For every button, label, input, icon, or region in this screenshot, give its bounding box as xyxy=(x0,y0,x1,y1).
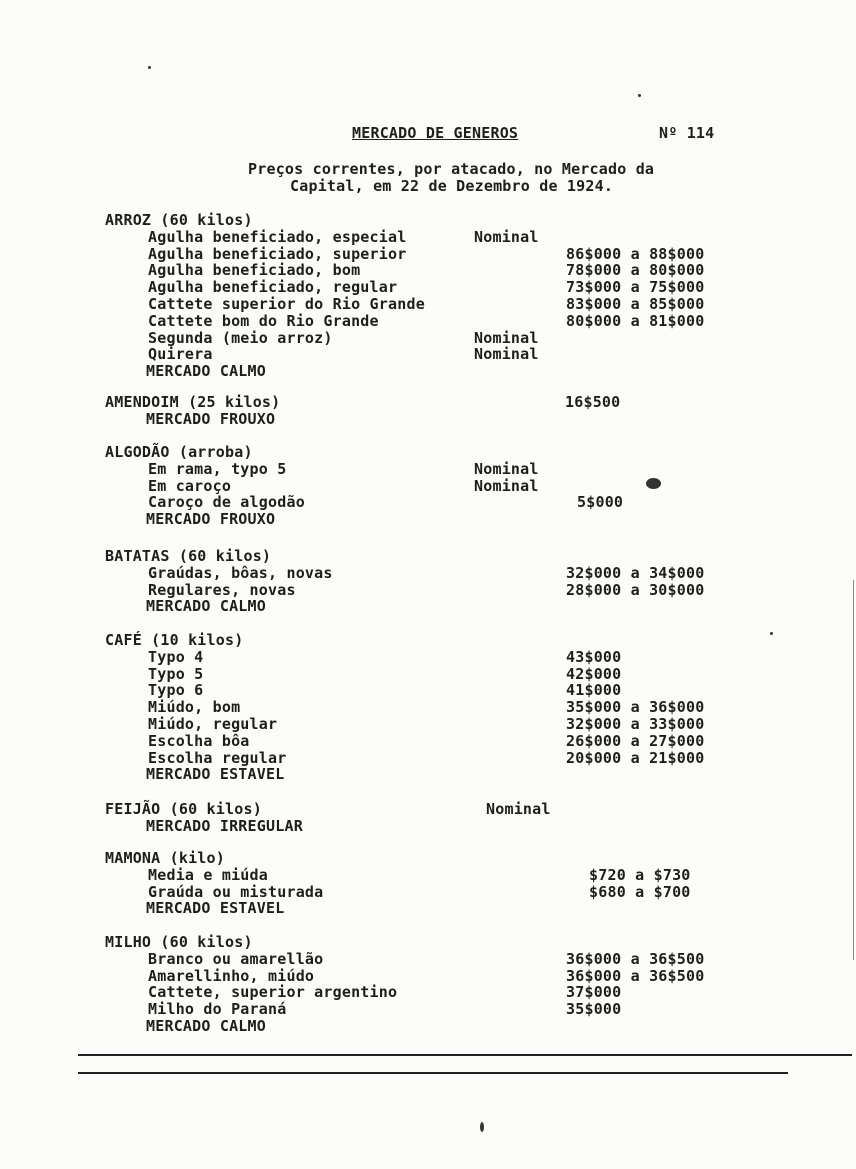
item-status: Nominal xyxy=(474,477,539,495)
item-price: 26$000 a 27$000 xyxy=(566,732,705,750)
speck xyxy=(480,1122,484,1132)
section-heading: BATATAS (60 kilos) xyxy=(105,547,272,565)
item-label: Cattete bom do Rio Grande xyxy=(148,312,379,330)
intro-line-1: Preços correntes, por atacado, no Mercado da xyxy=(248,160,655,178)
item-price: 83$000 a 85$000 xyxy=(566,295,705,313)
item-price: 41$000 xyxy=(566,681,622,699)
item-label: Miúdo, bom xyxy=(148,698,241,716)
intro-line-2: Capital, em 22 de Dezembro de 1924. xyxy=(290,177,614,195)
item-label: Typo 4 xyxy=(148,648,204,666)
item-label: Milho do Paraná xyxy=(148,1000,287,1018)
item-label: Agulha beneficiado, regular xyxy=(148,278,398,296)
item-price: $680 a $700 xyxy=(589,883,691,901)
section-heading: ARROZ (60 kilos) xyxy=(105,211,253,229)
item-price: $720 a $730 xyxy=(589,866,691,884)
item-price: 78$000 a 80$000 xyxy=(566,261,705,279)
item-label: Escolha bôa xyxy=(148,732,250,750)
item-label: Typo 6 xyxy=(148,681,204,699)
section-heading: MAMONA (kilo) xyxy=(105,849,225,867)
item-status: Nominal xyxy=(474,345,539,363)
item-label: Segunda (meio arroz) xyxy=(148,329,333,347)
document-number: Nº 114 xyxy=(659,124,715,142)
item-price: 35$000 xyxy=(566,1000,622,1018)
ink-blot xyxy=(646,478,661,489)
item-price: 5$000 xyxy=(577,493,624,511)
item-label: Caroço de algodão xyxy=(148,493,305,511)
item-price: 36$000 a 36$500 xyxy=(566,950,705,968)
section-heading: MILHO (60 kilos) xyxy=(105,933,253,951)
page-title: MERCADO DE GENEROS xyxy=(352,124,519,142)
market-status: MERCADO ESTAVEL xyxy=(146,899,285,917)
item-label: Cattete superior do Rio Grande xyxy=(148,295,425,313)
item-label: Em caroço xyxy=(148,477,232,495)
item-price: 36$000 a 36$500 xyxy=(566,967,705,985)
item-label: Agulha beneficiado, superior xyxy=(148,245,407,263)
item-price: 73$000 a 75$000 xyxy=(566,278,705,296)
section-heading: FEIJÃO (60 kilos) xyxy=(105,800,262,818)
item-label: Agulha beneficiado, bom xyxy=(148,261,361,279)
item-price: 37$000 xyxy=(566,983,622,1001)
item-price: 32$000 a 34$000 xyxy=(566,564,705,582)
page-edge xyxy=(853,580,854,960)
item-price: 43$000 xyxy=(566,648,622,666)
speck xyxy=(770,632,773,635)
item-label: Escolha regular xyxy=(148,749,287,767)
item-price: 32$000 a 33$000 xyxy=(566,715,705,733)
item-price: 86$000 a 88$000 xyxy=(566,245,705,263)
item-label: Branco ou amarellão xyxy=(148,950,324,968)
item-price: 20$000 a 21$000 xyxy=(566,749,705,767)
market-status: MERCADO FROUXO xyxy=(146,410,276,428)
market-status: MERCADO FROUXO xyxy=(146,510,276,528)
section-heading: AMENDOIM (25 kilos) xyxy=(105,393,281,411)
market-status: MERCADO IRREGULAR xyxy=(146,817,303,835)
market-status: MERCADO CALMO xyxy=(146,597,266,615)
item-price: 80$000 a 81$000 xyxy=(566,312,705,330)
item-label: Em rama, typo 5 xyxy=(148,460,287,478)
item-status: Nominal xyxy=(474,329,539,347)
item-label: Media e miúda xyxy=(148,866,268,884)
item-label: Graúdas, bôas, novas xyxy=(148,564,333,582)
item-price: 28$000 a 30$000 xyxy=(566,581,705,599)
item-label: Agulha beneficiado, especial xyxy=(148,228,407,246)
market-status: MERCADO CALMO xyxy=(146,362,266,380)
item-label: Typo 5 xyxy=(148,665,204,683)
speck xyxy=(638,94,641,97)
item-label: Quirera xyxy=(148,345,213,363)
heading-price: 16$500 xyxy=(565,393,621,411)
divider-line xyxy=(78,1054,852,1056)
section-heading: CAFÉ (10 kilos) xyxy=(105,631,244,649)
item-label: Miúdo, regular xyxy=(148,715,278,733)
market-status: MERCADO CALMO xyxy=(146,1017,266,1035)
item-price: 35$000 a 36$000 xyxy=(566,698,705,716)
item-label: Amarellinho, miúdo xyxy=(148,967,315,985)
item-label: Cattete, superior argentino xyxy=(148,983,398,1001)
speck xyxy=(148,66,151,69)
item-label: Regulares, novas xyxy=(148,581,296,599)
item-label: Graúda ou misturada xyxy=(148,883,324,901)
divider-line xyxy=(78,1072,788,1074)
heading-status: Nominal xyxy=(486,800,551,818)
section-heading: ALGODÃO (arroba) xyxy=(105,443,253,461)
item-status: Nominal xyxy=(474,228,539,246)
item-status: Nominal xyxy=(474,460,539,478)
item-price: 42$000 xyxy=(566,665,622,683)
market-status: MERCADO ESTAVEL xyxy=(146,765,285,783)
